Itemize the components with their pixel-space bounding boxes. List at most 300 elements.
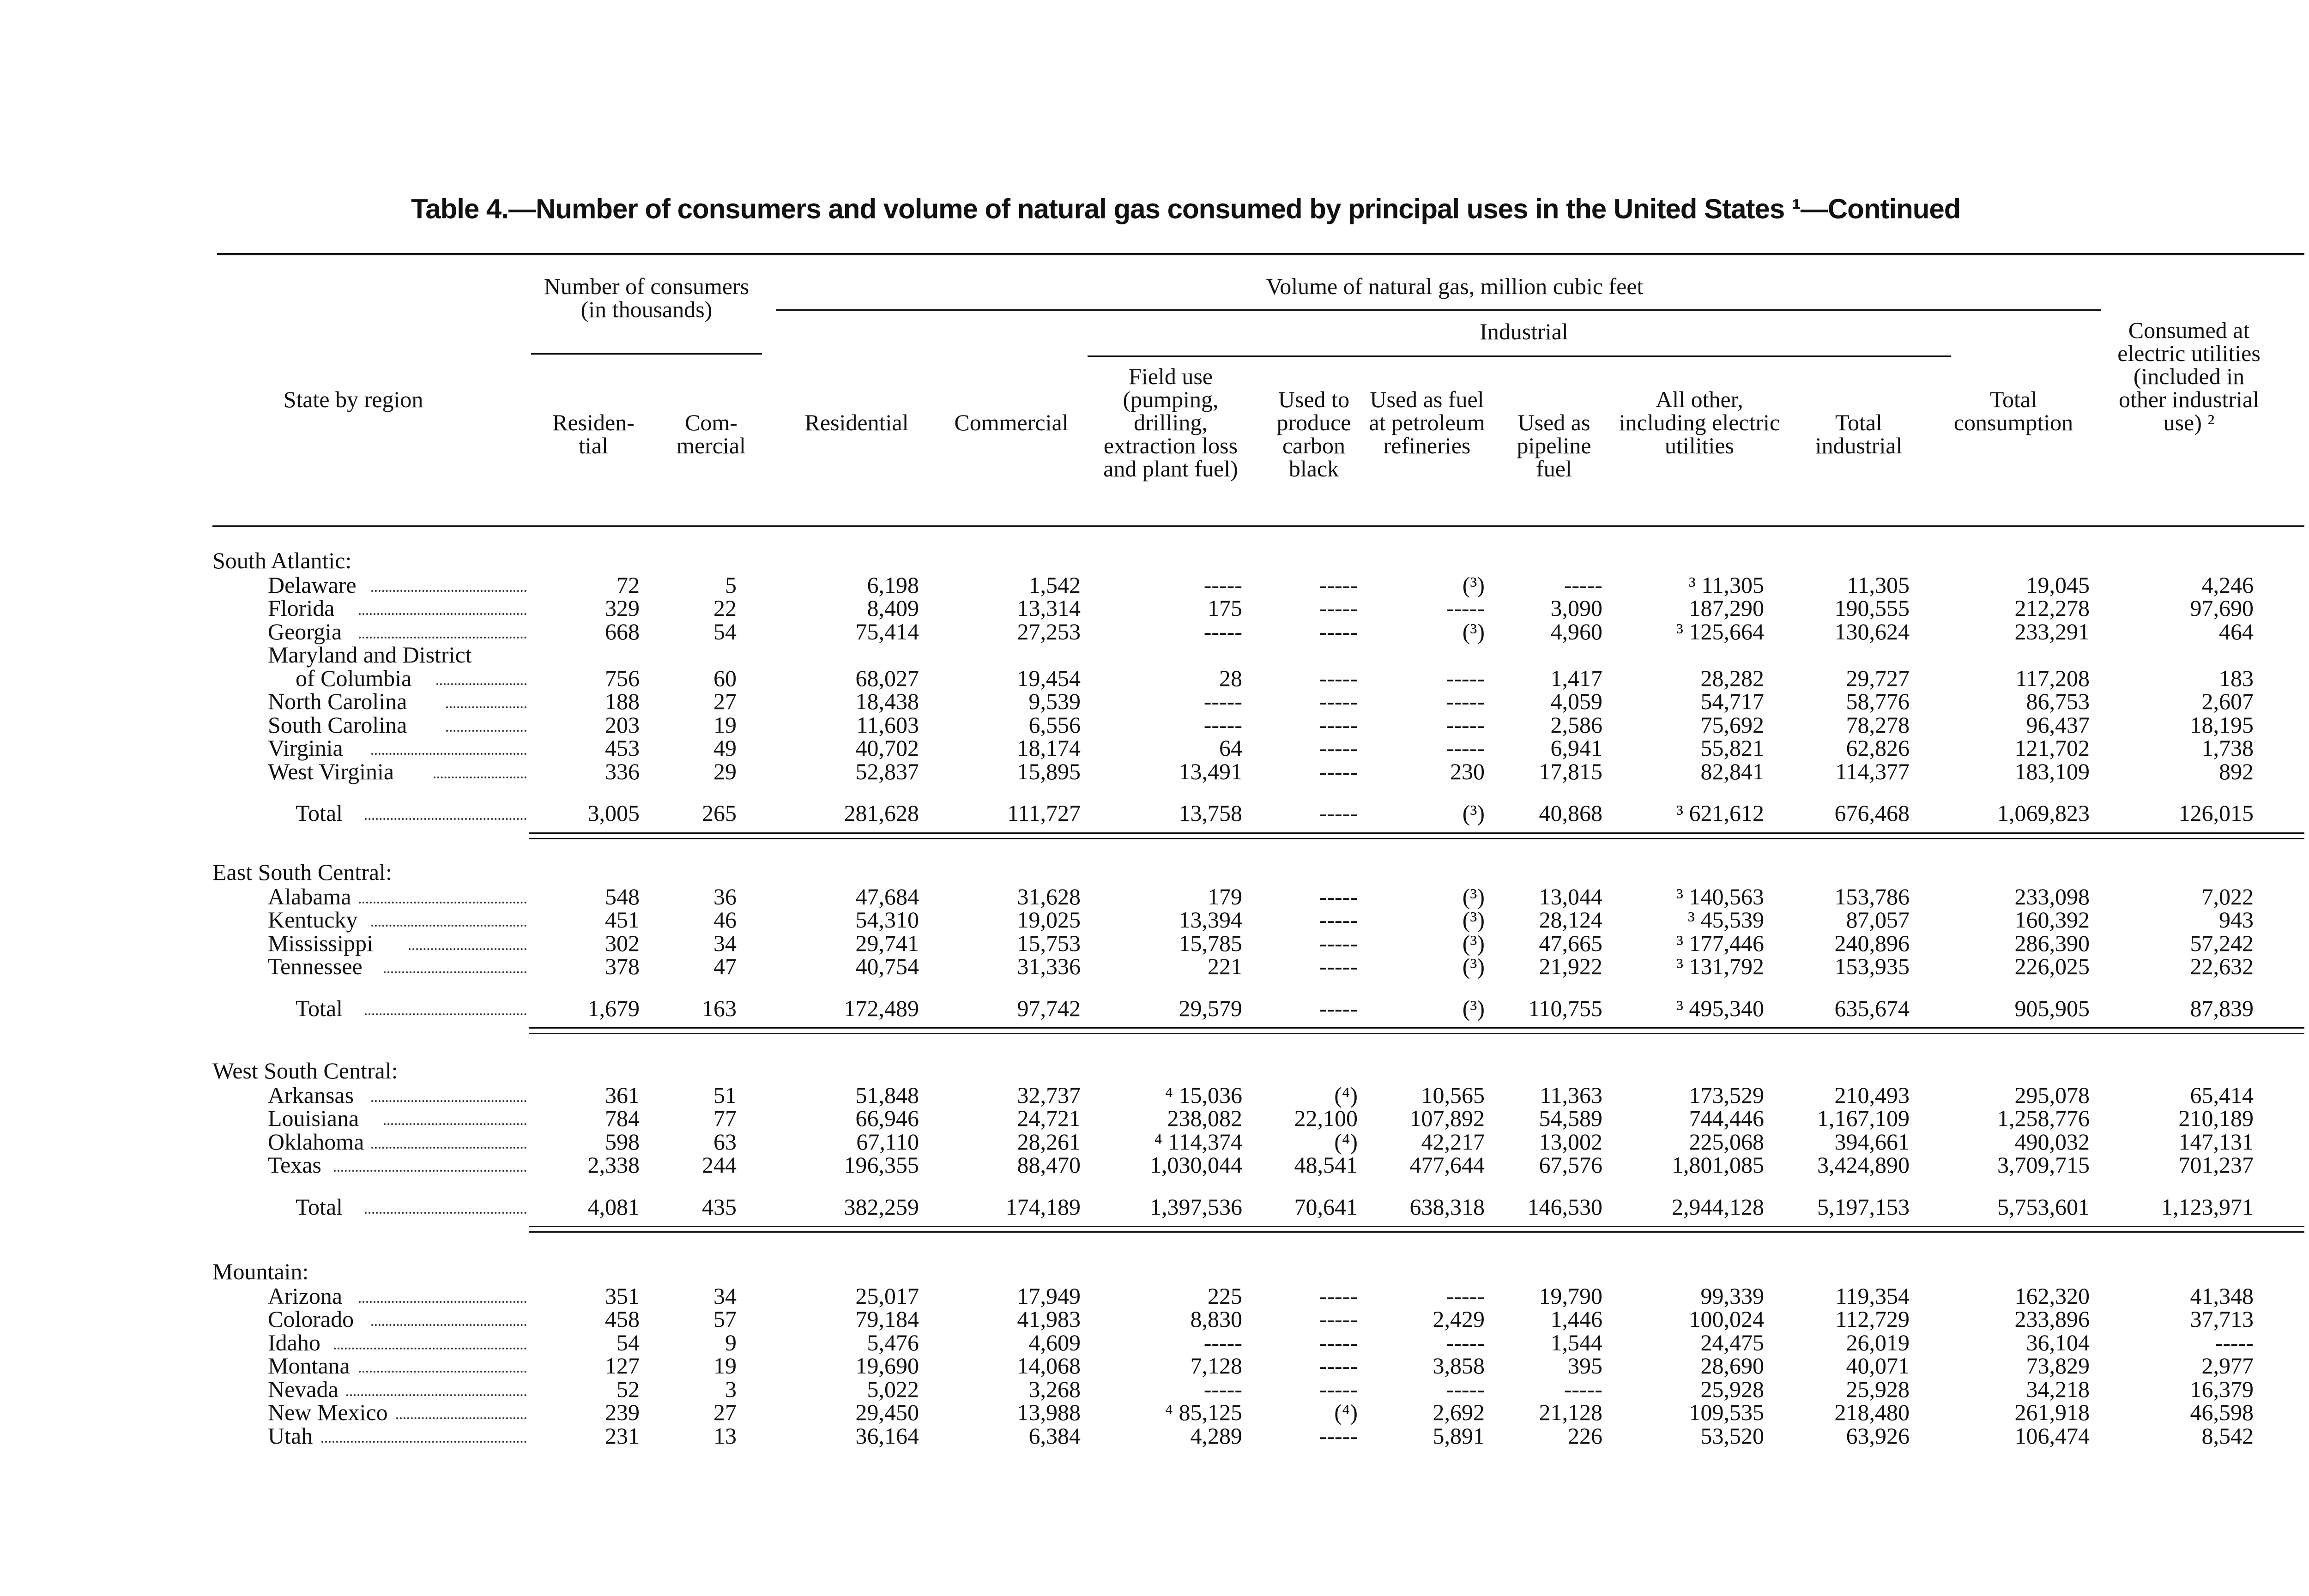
section-double-rule-top — [529, 1027, 2304, 1029]
data-cell: 87,057 — [1846, 907, 1910, 933]
data-cell: 64 — [1219, 735, 1242, 761]
data-cell: 6,198 — [867, 572, 919, 598]
data-cell: 22,632 — [2190, 953, 2254, 979]
data-cell: 3,709,715 — [1997, 1152, 2090, 1178]
data-cell: 162,320 — [2014, 1283, 2090, 1309]
data-cell: ³ 131,792 — [1676, 953, 1764, 979]
data-cell: 2,338 — [587, 1152, 640, 1178]
data-cell: 36 — [713, 883, 737, 909]
title-rule — [217, 253, 2304, 255]
data-cell: 15,753 — [1017, 930, 1081, 956]
data-cell: 27,253 — [1017, 618, 1081, 644]
data-cell: 36,164 — [855, 1422, 919, 1449]
state-label: Arizona — [268, 1283, 343, 1309]
data-cell: 106,474 — [2014, 1422, 2090, 1449]
data-cell: 1,544 — [1550, 1329, 1602, 1355]
data-cell: 47,684 — [855, 883, 919, 909]
total-cell: 5,753,601 — [1997, 1193, 2090, 1220]
data-cell: 54 — [617, 1329, 640, 1355]
header-total-consumption: Total consumption — [1953, 386, 2073, 435]
dot-leader — [346, 1394, 526, 1396]
header-volume-group: Volume of natural gas, million cubic feet — [1266, 273, 1644, 299]
data-cell: 451 — [605, 907, 640, 933]
total-cell: 265 — [702, 800, 737, 826]
data-cell: 130,624 — [1834, 618, 1910, 644]
data-cell: 47 — [713, 953, 737, 979]
data-cell: ³ 45,539 — [1688, 907, 1764, 933]
data-cell: 225 — [1208, 1283, 1242, 1309]
data-cell: 1,258,776 — [1997, 1105, 2090, 1131]
dot-leader — [359, 613, 526, 615]
data-cell: 60 — [713, 665, 737, 691]
data-cell: 239 — [605, 1399, 640, 1425]
state-label: Alabama — [268, 883, 351, 909]
data-cell: 2,586 — [1550, 711, 1602, 738]
data-cell: 72 — [617, 572, 640, 598]
data-cell: 27 — [713, 688, 737, 714]
dot-leader — [321, 1441, 526, 1443]
header-all-other: All other, including electric utilities — [1619, 386, 1780, 458]
data-cell: 153,786 — [1834, 883, 1910, 909]
data-cell: ----- — [1319, 711, 1358, 738]
data-cell: 75,414 — [855, 618, 919, 644]
data-cell: ----- — [1203, 711, 1242, 738]
data-cell: 82,841 — [1700, 758, 1764, 784]
data-cell: 27 — [713, 1399, 737, 1425]
data-cell: 9,539 — [1028, 688, 1081, 714]
data-cell: ----- — [1319, 688, 1358, 714]
data-cell: 1,446 — [1550, 1306, 1602, 1332]
state-label: Tennessee — [268, 953, 363, 979]
data-cell: 11,363 — [1540, 1082, 1602, 1108]
data-cell: ----- — [1446, 1329, 1485, 1355]
data-cell: 1,030,044 — [1150, 1152, 1242, 1178]
data-cell: 54,310 — [855, 907, 919, 933]
dot-leader — [371, 1100, 526, 1102]
total-cell: 87,839 — [2190, 995, 2254, 1021]
data-cell: ----- — [1319, 1283, 1358, 1309]
data-cell: 1,801,085 — [1672, 1152, 1764, 1178]
data-cell: 18,174 — [1017, 735, 1081, 761]
dot-leader — [359, 1371, 526, 1373]
state-label: Colorado — [268, 1306, 354, 1332]
header-consumers-group: Number of consumers (in thousands) — [544, 273, 750, 322]
data-cell: ----- — [1446, 711, 1485, 738]
data-cell: 212,278 — [2014, 595, 2090, 621]
total-cell: 435 — [702, 1193, 737, 1220]
data-cell: ----- — [1446, 595, 1485, 621]
data-cell: 233,896 — [2014, 1306, 2090, 1332]
data-cell: 77 — [713, 1105, 737, 1131]
header-electric-utilities: Consumed at electric utilities (included in other industrial use) ² — [2117, 317, 2261, 435]
total-cell: ³ 495,340 — [1676, 995, 1764, 1021]
data-cell: 4,246 — [2201, 572, 2254, 598]
state-label: West Virginia — [268, 758, 394, 784]
state-label: Virginia — [268, 735, 343, 761]
data-cell: 121,702 — [2014, 735, 2090, 761]
state-label: New Mexico — [268, 1399, 388, 1425]
state-label: Utah — [268, 1422, 313, 1449]
data-cell: 63 — [713, 1128, 737, 1155]
data-cell: 261,918 — [2014, 1399, 2090, 1425]
data-cell: 8,830 — [1190, 1306, 1242, 1332]
state-label: Delaware — [268, 572, 357, 598]
data-cell: 756 — [605, 665, 640, 691]
data-cell: 29,741 — [855, 930, 919, 956]
data-cell: 19,045 — [2026, 572, 2090, 598]
dot-leader — [371, 925, 526, 927]
data-cell: (³) — [1462, 930, 1485, 956]
data-cell: ----- — [1446, 735, 1485, 761]
total-cell: 146,530 — [1527, 1193, 1602, 1220]
data-cell: 5,476 — [867, 1329, 919, 1355]
data-cell: 67,110 — [856, 1128, 919, 1155]
data-cell: 336 — [605, 758, 640, 784]
dot-leader — [334, 1170, 526, 1172]
dot-leader — [446, 730, 526, 732]
data-cell: 218,480 — [1834, 1399, 1910, 1425]
data-cell: 25,928 — [1846, 1376, 1910, 1402]
dot-leader — [396, 1417, 526, 1419]
data-cell: 226 — [1568, 1422, 1602, 1449]
data-cell: 183 — [2219, 665, 2254, 691]
data-cell: ----- — [1319, 572, 1358, 598]
data-cell: 21,922 — [1539, 953, 1602, 979]
data-cell: 127 — [605, 1353, 640, 1379]
data-cell: 114,377 — [1835, 758, 1910, 784]
data-cell: 160,392 — [2014, 907, 2090, 933]
data-cell: ----- — [1564, 572, 1602, 598]
data-cell: ----- — [1319, 907, 1358, 933]
data-cell: 458 — [605, 1306, 640, 1332]
data-cell: 668 — [605, 618, 640, 644]
data-cell: 2,607 — [2201, 688, 2254, 714]
header-industrial-group: Industrial — [1480, 319, 1568, 344]
data-cell: 67,576 — [1539, 1152, 1602, 1178]
data-cell: ----- — [1203, 1376, 1242, 1402]
total-cell: (³) — [1462, 800, 1485, 826]
data-cell: 13,988 — [1017, 1399, 1081, 1425]
state-label: Montana — [268, 1353, 350, 1379]
data-cell: 203 — [605, 711, 640, 738]
section-double-rule-top — [529, 832, 2304, 834]
data-cell: 173,529 — [1689, 1082, 1764, 1108]
data-cell: 6,556 — [1028, 711, 1081, 738]
data-cell: 15,785 — [1179, 930, 1242, 956]
data-cell: 233,098 — [2014, 883, 2090, 909]
state-label: Louisiana — [268, 1105, 359, 1131]
data-cell: ⁴ 85,125 — [1165, 1399, 1242, 1425]
dot-leader — [371, 1324, 526, 1326]
state-label: Florida — [268, 595, 335, 621]
state-label: Mississippi — [268, 930, 373, 956]
data-cell: ----- — [1564, 1376, 1602, 1402]
total-cell: 382,259 — [844, 1193, 919, 1220]
total-cell: 4,081 — [587, 1193, 640, 1220]
data-cell: ----- — [1319, 1376, 1358, 1402]
data-cell: 7,022 — [2201, 883, 2254, 909]
data-cell: 55,821 — [1700, 735, 1764, 761]
dot-leader — [365, 818, 526, 820]
state-label: Nevada — [268, 1376, 338, 1402]
state-label: Maryland and District — [268, 642, 472, 668]
data-cell: 13,394 — [1179, 907, 1242, 933]
header-state: State by region — [283, 386, 423, 412]
data-cell: (⁴) — [1334, 1082, 1358, 1108]
header-residential: Residential — [804, 410, 909, 435]
data-cell: 41,983 — [1017, 1306, 1081, 1332]
data-cell: 7,128 — [1190, 1353, 1242, 1379]
data-cell: ³ 125,664 — [1676, 618, 1764, 644]
data-cell: 48,541 — [1294, 1152, 1358, 1178]
total-cell: 638,318 — [1409, 1193, 1485, 1220]
data-cell: 6,941 — [1550, 735, 1602, 761]
data-cell: 36,104 — [2026, 1329, 2090, 1355]
data-cell: 79,184 — [855, 1306, 919, 1332]
data-cell: 73,829 — [2026, 1353, 2090, 1379]
data-cell: 54 — [713, 618, 737, 644]
data-cell: 53,520 — [1700, 1422, 1764, 1449]
data-cell: ----- — [1203, 618, 1242, 644]
total-cell: 635,674 — [1834, 995, 1910, 1021]
data-cell: 57,242 — [2190, 930, 2254, 956]
data-cell: 49 — [713, 735, 737, 761]
data-cell: (³) — [1462, 883, 1485, 909]
data-cell: 42,217 — [1421, 1128, 1485, 1155]
data-cell: 25,928 — [1700, 1376, 1764, 1402]
total-cell: ----- — [1319, 800, 1358, 826]
data-cell: ----- — [2215, 1329, 2254, 1355]
data-cell: 5 — [725, 572, 737, 598]
data-cell: ----- — [1319, 953, 1358, 979]
total-cell: ³ 621,612 — [1676, 800, 1764, 826]
dot-leader — [384, 971, 526, 973]
data-cell: 58,776 — [1846, 688, 1910, 714]
data-cell: 179 — [1208, 883, 1242, 909]
data-cell: 16,379 — [2190, 1376, 2254, 1402]
data-cell: 96,437 — [2026, 711, 2090, 738]
data-cell: 187,290 — [1689, 595, 1764, 621]
dot-leader — [359, 902, 526, 903]
data-cell: 1,738 — [2201, 735, 2254, 761]
data-cell: 225,068 — [1689, 1128, 1764, 1155]
total-cell: 163 — [702, 995, 737, 1021]
data-cell: ----- — [1446, 1376, 1485, 1402]
data-cell: 784 — [605, 1105, 640, 1131]
data-cell: 19 — [713, 1353, 737, 1379]
data-cell: 244 — [702, 1152, 737, 1178]
dot-leader — [371, 1147, 526, 1149]
data-cell: 88,470 — [1017, 1152, 1081, 1178]
header-pipeline: Used as pipeline fuel — [1517, 410, 1591, 482]
data-cell: ----- — [1319, 735, 1358, 761]
data-cell: 2,692 — [1433, 1399, 1485, 1425]
data-cell: 29 — [713, 758, 737, 784]
data-cell: 19,025 — [1017, 907, 1081, 933]
data-cell: ----- — [1319, 1306, 1358, 1332]
data-cell: 1,167,109 — [1817, 1105, 1910, 1131]
total-label: Total — [296, 800, 343, 826]
data-cell: (³) — [1462, 907, 1485, 933]
data-cell: 25,017 — [855, 1283, 919, 1309]
data-cell: 52 — [617, 1376, 640, 1402]
data-cell: 41,348 — [2190, 1283, 2254, 1309]
data-cell: 548 — [605, 883, 640, 909]
data-cell: ----- — [1319, 883, 1358, 909]
data-cell: 17,815 — [1539, 758, 1602, 784]
total-cell: 1,123,971 — [2161, 1193, 2254, 1220]
header-refineries: Used as fuel at petroleum refineries — [1369, 386, 1485, 458]
header-residential-count: Residen- tial — [552, 410, 635, 458]
data-cell: 24,721 — [1017, 1105, 1081, 1131]
total-cell: 110,755 — [1528, 995, 1602, 1021]
data-cell: 57 — [713, 1306, 737, 1332]
data-cell: 286,390 — [2014, 930, 2090, 956]
data-cell: 86,753 — [2026, 688, 2090, 714]
data-cell: 175 — [1208, 595, 1242, 621]
data-cell: 109,535 — [1689, 1399, 1764, 1425]
data-cell: 464 — [2219, 618, 2254, 644]
data-cell: 13,314 — [1017, 595, 1081, 621]
data-cell: 3 — [725, 1376, 737, 1402]
data-cell: 31,628 — [1017, 883, 1081, 909]
data-cell: 3,424,890 — [1817, 1152, 1910, 1178]
dot-leader — [371, 753, 526, 755]
total-cell: 40,868 — [1539, 800, 1602, 826]
data-cell: 4,609 — [1028, 1329, 1081, 1355]
data-cell: 31,336 — [1017, 953, 1081, 979]
dot-leader — [409, 948, 526, 950]
data-cell: 329 — [605, 595, 640, 621]
data-cell: 40,702 — [855, 735, 919, 761]
consumers-group-rule — [531, 353, 762, 355]
data-cell: 598 — [605, 1128, 640, 1155]
data-cell: 29,450 — [855, 1399, 919, 1425]
data-cell: 453 — [605, 735, 640, 761]
state-label: Oklahoma — [268, 1128, 364, 1155]
data-cell: 37,713 — [2190, 1306, 2254, 1332]
total-cell: 174,189 — [1005, 1193, 1081, 1220]
data-cell: 24,475 — [1700, 1329, 1764, 1355]
data-cell: 18,438 — [855, 688, 919, 714]
data-cell: 943 — [2219, 907, 2254, 933]
section-double-rule-bottom — [529, 838, 2304, 839]
total-cell: 281,628 — [844, 800, 919, 826]
data-cell: 51 — [713, 1082, 737, 1108]
data-cell: 22 — [713, 595, 737, 621]
data-cell: 302 — [605, 930, 640, 956]
data-cell: 230 — [1450, 758, 1485, 784]
data-cell: 40,071 — [1846, 1353, 1910, 1379]
data-cell: 28,690 — [1700, 1353, 1764, 1379]
total-label: Total — [296, 1193, 343, 1220]
data-cell: 19,690 — [855, 1353, 919, 1379]
data-cell: (³) — [1462, 953, 1485, 979]
state-label: Kentucky — [268, 907, 358, 933]
data-cell: ⁴ 15,036 — [1165, 1082, 1242, 1108]
data-cell: 54,717 — [1700, 688, 1764, 714]
total-cell: 1,069,823 — [1997, 800, 2090, 826]
state-label: of Columbia — [296, 665, 412, 691]
total-cell: 1,397,536 — [1150, 1193, 1242, 1220]
state-label: Arkansas — [268, 1082, 354, 1108]
data-cell: 4,059 — [1550, 688, 1602, 714]
data-cell: 3,090 — [1550, 595, 1602, 621]
data-cell: 477,644 — [1409, 1152, 1485, 1178]
data-cell: 233,291 — [2014, 618, 2090, 644]
data-cell: 9 — [725, 1329, 737, 1355]
data-cell: 54,589 — [1539, 1105, 1602, 1131]
data-cell: ----- — [1319, 1329, 1358, 1355]
dot-leader — [365, 1013, 526, 1015]
data-cell: 65,414 — [2190, 1082, 2254, 1108]
section-double-rule-top — [529, 1226, 2304, 1227]
header-commercial-count: Com- mercial — [677, 410, 746, 458]
data-cell: 147,131 — [2178, 1128, 2254, 1155]
data-cell: 10,565 — [1421, 1082, 1485, 1108]
data-cell: ³ 177,446 — [1676, 930, 1764, 956]
data-cell: 28,261 — [1017, 1128, 1081, 1155]
data-cell: 117,208 — [2015, 665, 2090, 691]
data-cell: ----- — [1319, 665, 1358, 691]
data-cell: ----- — [1319, 1422, 1358, 1449]
data-cell: 6,384 — [1028, 1422, 1081, 1449]
data-cell: (⁴) — [1334, 1128, 1358, 1155]
data-cell: 8,542 — [2201, 1422, 2254, 1449]
data-cell: ⁴ 114,374 — [1154, 1128, 1242, 1155]
data-cell: ----- — [1319, 930, 1358, 956]
data-cell: ----- — [1319, 618, 1358, 644]
section-heading: West South Central: — [212, 1058, 398, 1084]
total-cell: ----- — [1319, 995, 1358, 1021]
data-cell: 18,195 — [2190, 711, 2254, 738]
data-cell: 196,355 — [844, 1152, 919, 1178]
data-cell: 15,895 — [1017, 758, 1081, 784]
data-cell: 1,417 — [1550, 665, 1602, 691]
data-cell: 153,935 — [1834, 953, 1910, 979]
data-cell: ----- — [1446, 1283, 1485, 1309]
data-cell: 107,892 — [1409, 1105, 1485, 1131]
data-cell: 490,032 — [2014, 1128, 2090, 1155]
total-cell: 1,679 — [587, 995, 640, 1021]
data-cell: 231 — [605, 1422, 640, 1449]
data-cell: 378 — [605, 953, 640, 979]
data-cell: 34,218 — [2026, 1376, 2090, 1402]
data-cell: 190,555 — [1834, 595, 1910, 621]
dot-leader — [334, 1348, 526, 1349]
data-cell: 14,068 — [1017, 1353, 1081, 1379]
data-cell: 28,282 — [1700, 665, 1764, 691]
data-cell: 19 — [713, 711, 737, 738]
dot-leader — [434, 777, 526, 778]
data-cell: ----- — [1203, 1329, 1242, 1355]
data-cell: ³ 140,563 — [1676, 883, 1764, 909]
data-cell: 13,002 — [1539, 1128, 1602, 1155]
total-cell: 111,727 — [1007, 800, 1081, 826]
data-cell: 26,019 — [1846, 1329, 1910, 1355]
data-cell: 99,339 — [1700, 1283, 1764, 1309]
data-cell: 29,727 — [1846, 665, 1910, 691]
data-cell: 13,044 — [1539, 883, 1602, 909]
data-cell: 34 — [713, 930, 737, 956]
data-cell: 52,837 — [855, 758, 919, 784]
data-cell: 40,754 — [855, 953, 919, 979]
data-cell: 28,124 — [1539, 907, 1602, 933]
total-label: Total — [296, 995, 343, 1021]
data-cell: ----- — [1446, 665, 1485, 691]
volume-group-rule — [776, 309, 2101, 311]
data-cell: 47,665 — [1539, 930, 1602, 956]
